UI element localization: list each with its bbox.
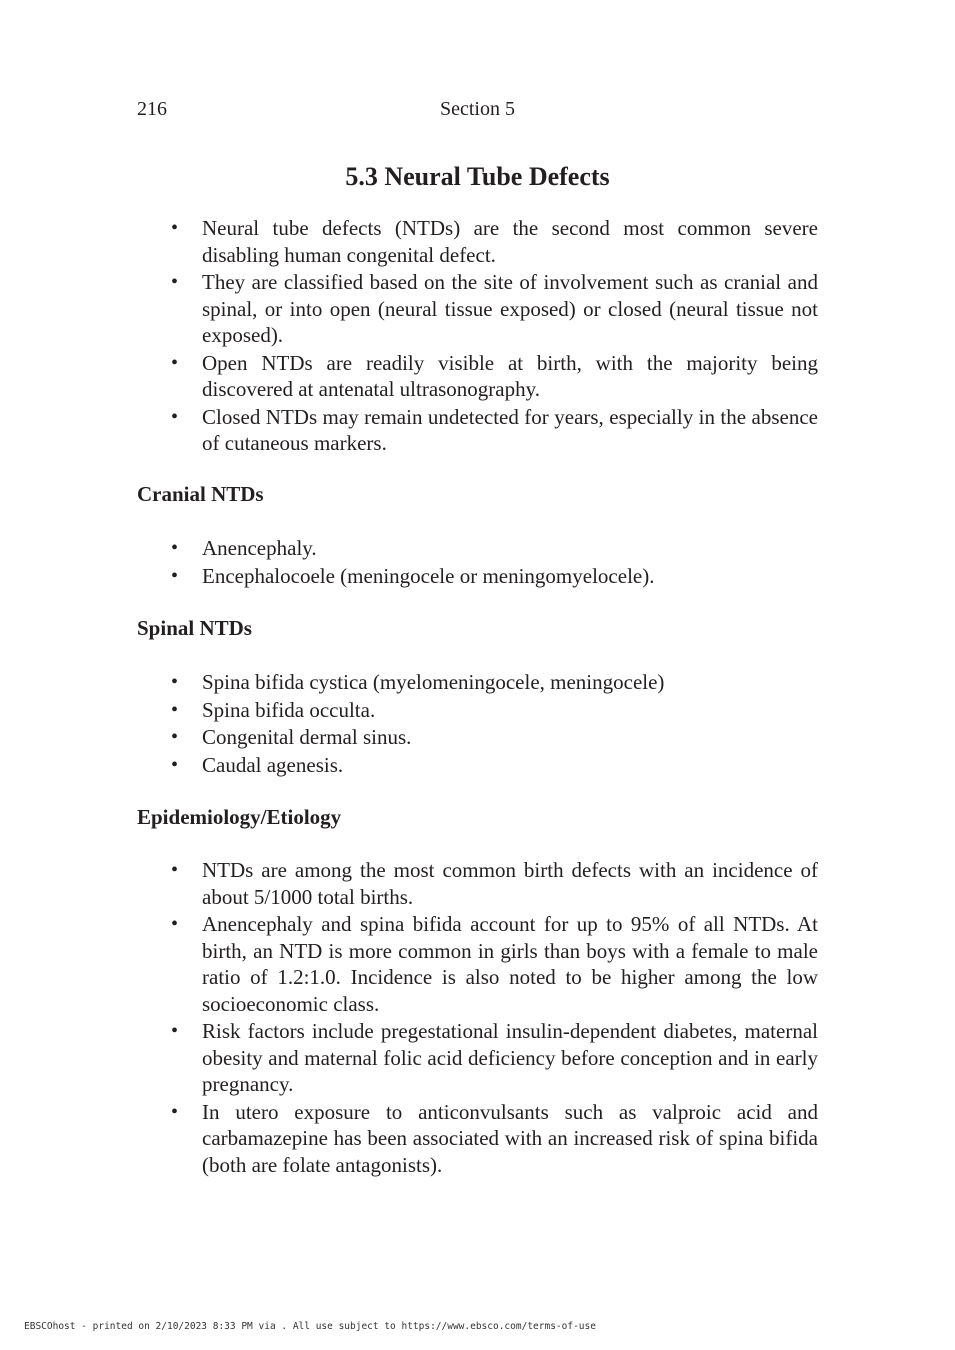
list-item-text: Closed NTDs may remain undetected for years, especially in the absence of cutaneous markers.	[202, 404, 818, 455]
bullet-icon: •	[171, 753, 179, 776]
bullet-icon: •	[171, 671, 179, 693]
bullet-icon: •	[171, 537, 179, 559]
list-item-text: Anencephaly and spina bifida account for up to 95% of all NTDs. At birth, an NTD is more common in girls than boys with a female to male ratio of 1.2:1.0. Incidence is also noted to be higher among the low socioeconomic class.	[202, 912, 818, 1016]
list-item	[165, 563, 818, 591]
list-item	[165, 535, 818, 563]
bullet-icon: •	[171, 405, 179, 428]
list-item	[165, 404, 818, 458]
list-item	[165, 269, 818, 350]
list-item	[165, 669, 818, 697]
list-item	[165, 911, 818, 1018]
bullet-icon: •	[171, 271, 179, 293]
list-item	[165, 857, 818, 911]
bullet-icon: •	[171, 1020, 179, 1042]
list-item-text: NTDs are among the most common birth defects with an incidence of about 5/1000 total births.	[202, 858, 818, 909]
list-item	[165, 350, 818, 404]
ebsco-footer: EBSCOhost - printed on 2/10/2023 8:33 PM via . All use subject to https://www.ebsco.com/terms-of-use	[24, 1321, 596, 1332]
bullet-icon: •	[171, 1100, 179, 1123]
list-item-text: In utero exposure to anticonvulsants such as valproic acid and carbamazepine has been associated with an increased risk of spina bifida (both are folate antagonists).	[202, 1099, 818, 1177]
intro-bullet-list	[165, 215, 818, 458]
list-item-text: Spina bifida occulta.	[202, 697, 376, 722]
cranial-list	[165, 535, 818, 590]
list-item-text: Open NTDs are readily visible at birth, with the majority being discovered at antenatal ultrasonography.	[202, 350, 818, 401]
list-item-text: Congenital dermal sinus.	[202, 725, 412, 749]
bullet-icon: •	[171, 698, 179, 721]
epidemiology-list	[165, 857, 818, 1179]
list-item	[165, 215, 818, 269]
list-item-text: Risk factors include pregestational insulin-dependent diabetes, maternal obesity and maternal folic acid deficiency before conception and in early pregnancy.	[202, 1019, 818, 1096]
list-item	[165, 1099, 818, 1180]
page-number: 216	[137, 98, 167, 120]
epidemiology-heading: Epidemiology/Etiology	[137, 805, 342, 829]
bullet-icon: •	[171, 859, 179, 881]
running-head: Section 5	[440, 98, 515, 120]
cranial-heading: Cranial NTDs	[137, 482, 264, 506]
list-item-text: Caudal agenesis.	[202, 752, 344, 777]
list-item	[165, 752, 818, 780]
section-title: 5.3 Neural Tube Defects	[345, 162, 610, 191]
bullet-icon: •	[171, 564, 179, 587]
bullet-icon: •	[171, 351, 179, 374]
list-item	[165, 724, 818, 752]
bullet-icon: •	[171, 726, 179, 748]
bullet-icon: •	[171, 913, 179, 935]
spinal-heading: Spinal NTDs	[137, 616, 252, 640]
list-item-text: Spina bifida cystica (myelomeningocele, meningocele)	[202, 670, 665, 694]
spinal-list	[165, 669, 818, 779]
list-item-text: Neural tube defects (NTDs) are the second most common severe disabling human congenital defect.	[202, 216, 818, 267]
list-item-text: Encephalocoele (meningocele or meningomyelocele).	[202, 563, 655, 588]
bullet-icon: •	[171, 217, 179, 239]
list-item-text: Anencephaly.	[202, 536, 317, 560]
list-item	[165, 697, 818, 725]
list-item-text: They are classified based on the site of involvement such as cranial and spinal, or into open (neural tissue exposed) or closed (neural tissue not exposed).	[202, 270, 818, 347]
list-item	[165, 1018, 818, 1099]
